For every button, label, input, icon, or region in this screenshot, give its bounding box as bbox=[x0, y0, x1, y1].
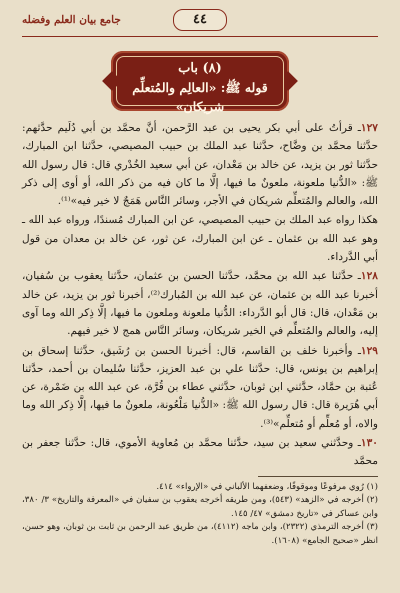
hadith-number: ١٢٩ bbox=[360, 344, 378, 357]
footnotes bbox=[22, 481, 378, 549]
paragraph-130 bbox=[22, 434, 378, 471]
chapter-heading bbox=[111, 51, 289, 114]
hadith-number: ١٢٧ bbox=[360, 122, 378, 134]
paragraph-129 bbox=[22, 342, 378, 433]
main-text bbox=[22, 119, 378, 471]
chapter-title: قوله ﷺ: «العالِم والمُتعلِّم شريكان» bbox=[132, 80, 268, 114]
running-header bbox=[22, 10, 378, 37]
book-title-left: جامع بيان العلم وفضله bbox=[22, 14, 121, 26]
hadith-number: ١٢٨ bbox=[360, 270, 378, 283]
paragraph-text: ـ قرأتُ على أبي بكر يحيى بن عبد الرَّحمن، أنَّ محمَّد بن أبي دُلَيم حدَّثهم: حدَّثنا محمَّد بن وضَّاح، حدَّثنا عبد الملك بن حبيب المصيصي، حدَّثنا ابن المبارك، حدَّثنا ثور بن يزيد، عن خالد بن مَعْدان، عن أبي سعيد الخُدْري قال: قال رسول الله ﷺ: «الدُّنيا ملعونة، ملعونٌ ما فيها، إلَّا ما كان فيه من ذكر الله، أو أوى إلى ذكر الله، والعالم والمُتعلِّم شريكان في الأجر، وسائر النَّاس هَمَجٌ لا خير فيه»⁽¹⁾. bbox=[22, 122, 378, 208]
page-number: ٤٤ bbox=[173, 9, 227, 31]
paragraph-text: ـ حدَّثنا عبد الله بن محمَّد، حدَّثنا الحسن بن عثمان، حدَّثنا يعقوب بن سُفيان، أخبرنا عبد الله بن عثمان، عن عبد الله بن المُبارك⁽²⁾، أخبرنا ثور بن يزيد، عن خالد بن مَعْدان، قال: قال أبو الدَّرداء: الدُّنيا ملعونة وملعون ما فيها، إلَّا ذِكر الله وما آوى إليه، والعالم والمُتعلِّم في الخير شريكان، وسائر النَّاس همج لا خير فيهم. bbox=[22, 270, 378, 338]
paragraph-text: هكذا رواه عبد الملك بن حبيب المصيصي، عن ابن المبارك مُسندًا، ورواه عبد الله ـ وهو عبد الله بن عثمان ـ عن ابن المبارك، عن ثور، عن خالد بن معدان من قول أبي الدَّرداء. bbox=[22, 214, 378, 264]
footnote-3: (٣) أخرجه الترمذي (٢٣٢٢)، وابن ماجه (٤١١٢)، من طريق عبد الرحمن بن ثابت بن ثوبان، وهو حسن، انظر «صحيح الجامع» (١٦٠٨). bbox=[22, 522, 378, 547]
paragraph-128 bbox=[22, 267, 378, 340]
chapter-heading-frame bbox=[116, 56, 284, 114]
paragraph-text: ـ وأخبرنا خلف بن القاسم، قال: أخبرنا الحسن بن رُشَيق، حدَّثنا إسحاق بن إبراهيم بن يونس، قال: حدَّثنا علي بن عبد العزيز، حدَّثنا سُليمان بن أحمد، حدَّثنا عُتبة بن حمَّاد، حدَّثني ابن ثوبان، حدَّثني عطاء بن قُرَّة، عن عبد الله بن ضَمْرة، عن أبي هُرَيرة قال: قال رسول الله ﷺ: «الدُّنيا مَلْعُونة، ملعونٌ ما فيها، إلَّا ذِكر الله وما والاه، أو مُعلِّم أو مُتعلِّم»⁽³⁾. bbox=[22, 344, 378, 430]
paragraph-127 bbox=[22, 119, 378, 210]
footnote-2: (٢) أخرجه في «الزهد» (٥٤٣)، ومن طريقه أخرجه يعقوب بن سفيان في «المعرفة والتاريخ» ٣/ ٣٨٠، وابن عساكر في «تاريخ دمشق» ٤٧/ ١٤٥. bbox=[22, 495, 378, 519]
footnote-separator bbox=[258, 476, 378, 477]
hadith-number: ١٣٠ bbox=[360, 437, 378, 450]
footnote-1: (١) رُوي مرفوعًا وموقوفًا، وضعفهما الألباني في «الإرواء» ٤١٤. bbox=[156, 481, 378, 492]
paragraph-text: ـ وحدَّثني سعيد بن سيد، حدَّثنا محمَّد بن مُعاوية الأموي، قال: حدَّثنا جعفر بن محمَّد bbox=[22, 437, 378, 468]
chapter-number: (٨) باب bbox=[178, 61, 222, 76]
paragraph-note bbox=[22, 211, 378, 266]
